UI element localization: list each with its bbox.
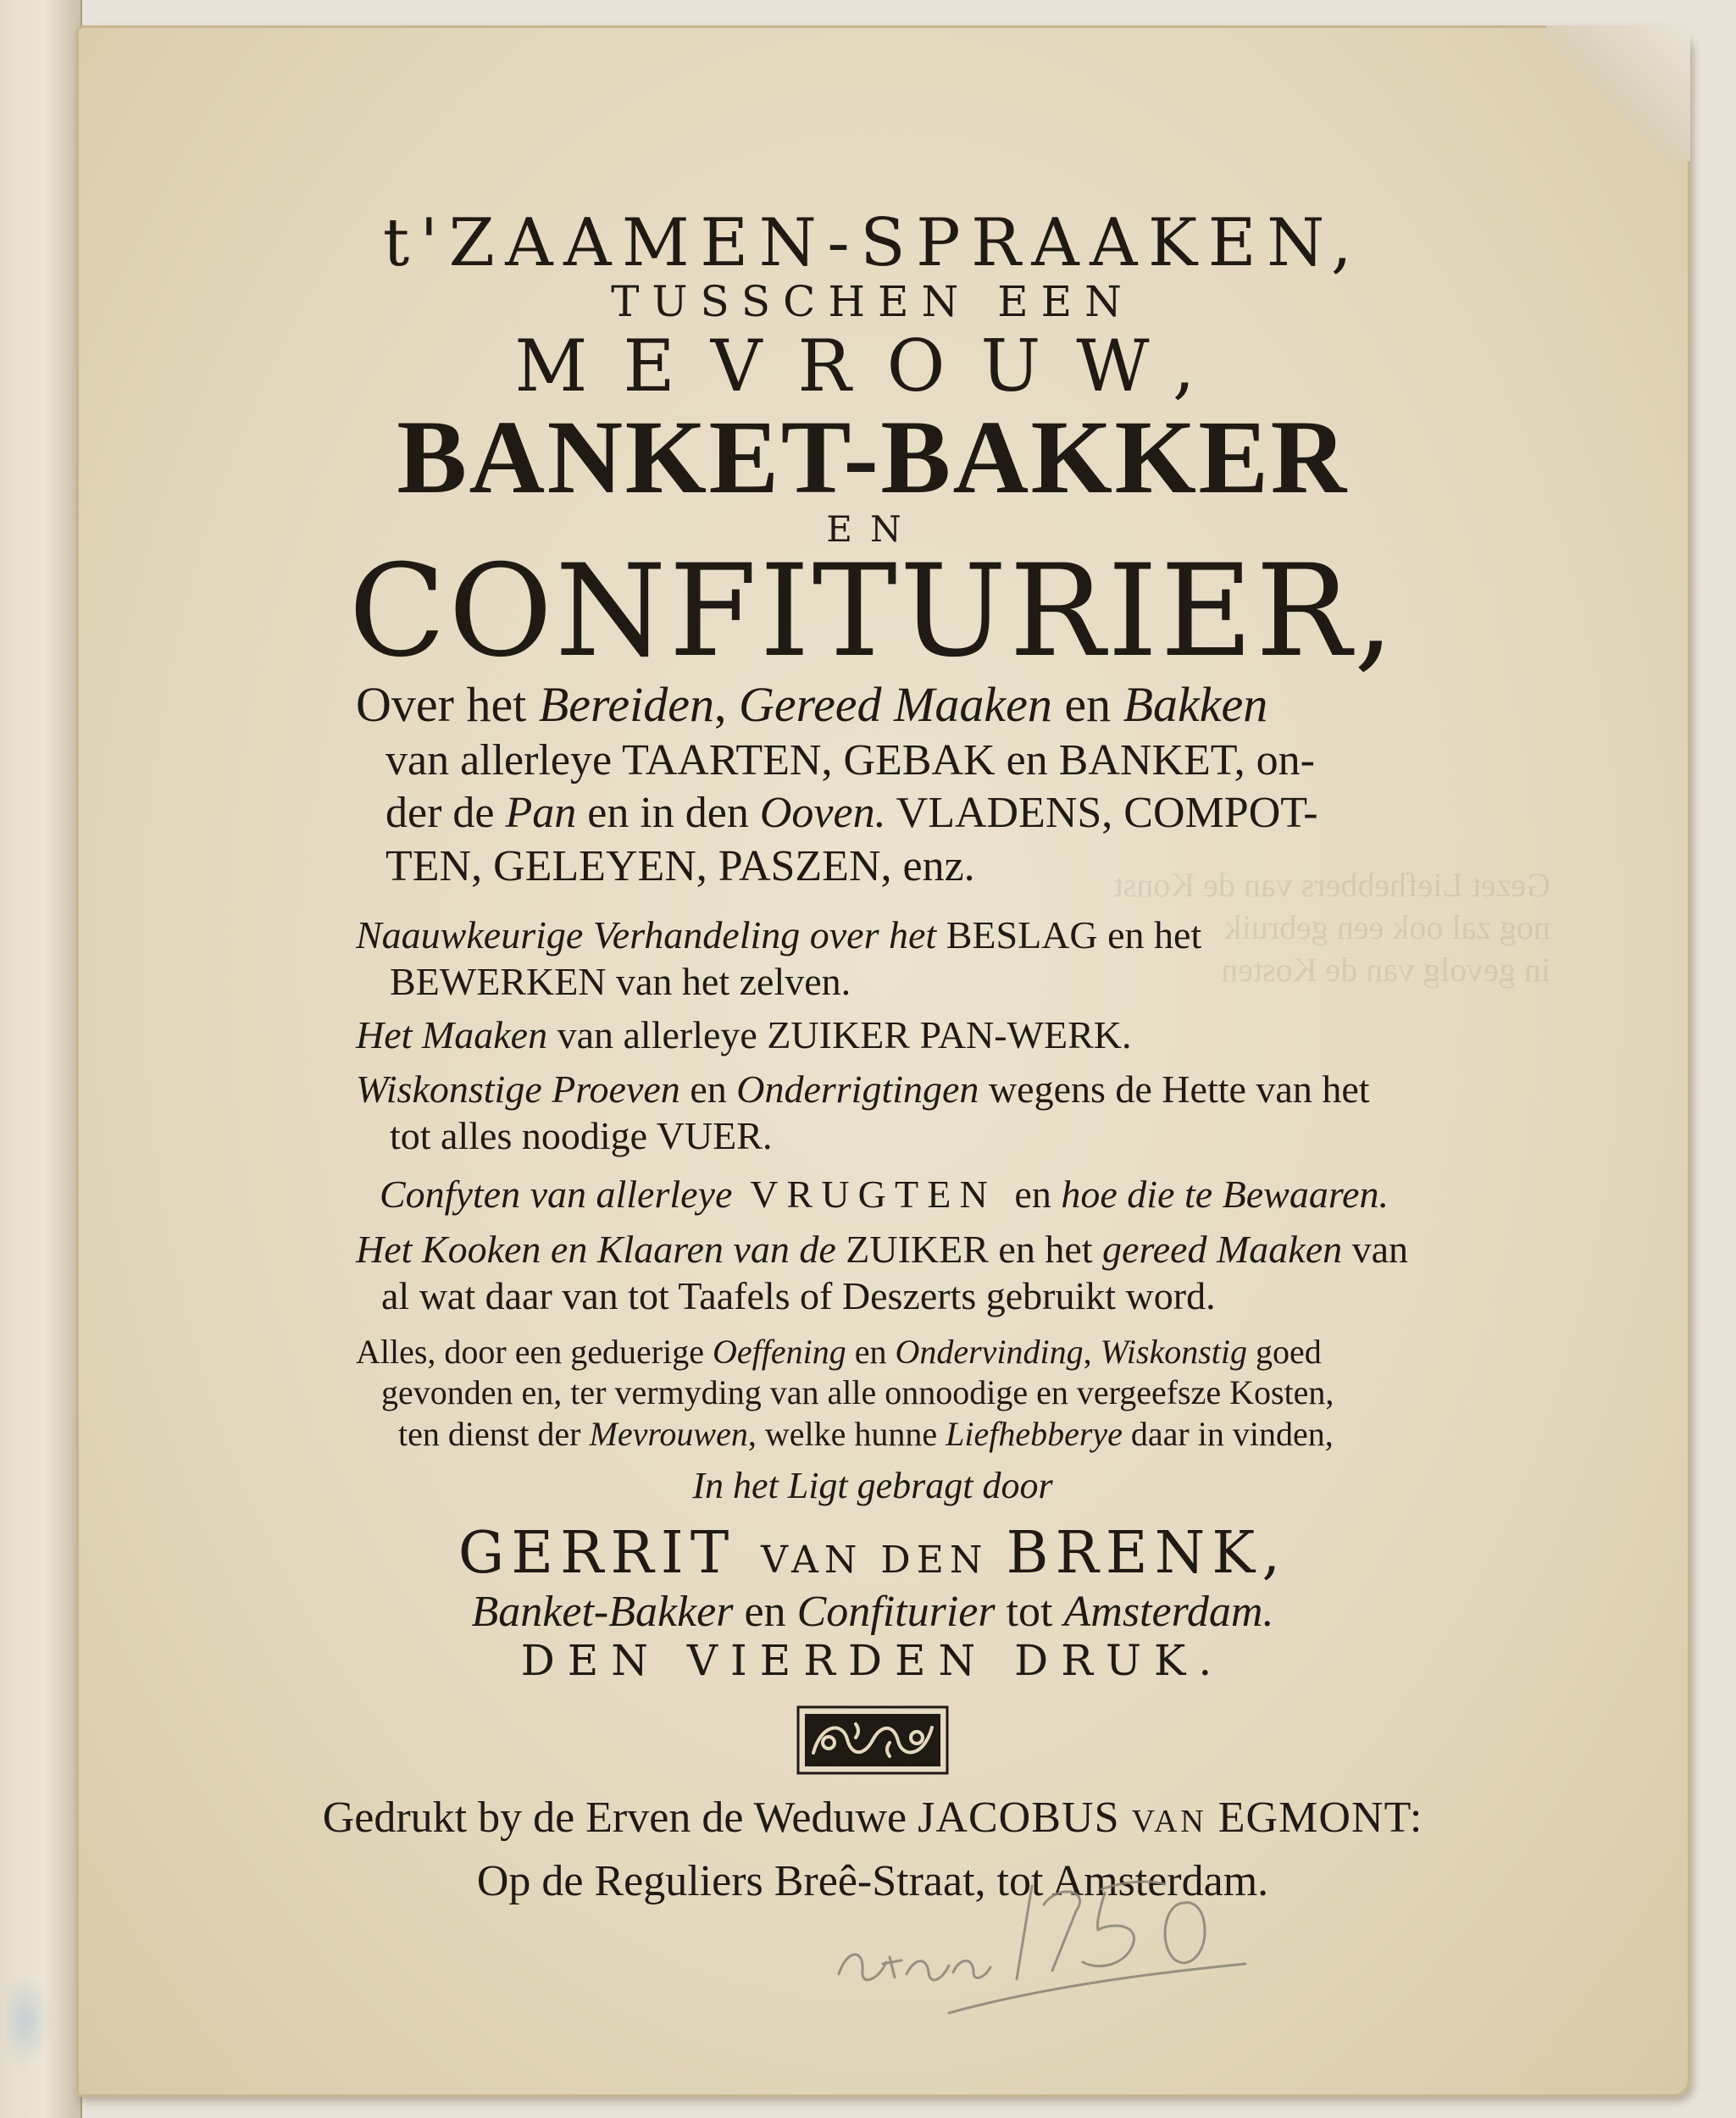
note-text: , welke hunne <box>747 1415 946 1454</box>
imprint-line-2: Op de Reguliers Breê-Straat, tot Amsterdam. <box>476 1857 1269 1906</box>
section-confyten <box>254 1171 1491 1217</box>
subtitle-text: Over het <box>356 677 539 733</box>
water-stain <box>7 1974 53 2067</box>
section-wiskonstige-line-2: tot alles noodige VUER. <box>390 1113 773 1157</box>
subtitle-line-3 <box>254 787 1491 840</box>
note-line-3 <box>254 1414 1491 1455</box>
section-zuiker-pan-werk <box>254 1012 1491 1058</box>
note-text: , <box>1083 1332 1101 1371</box>
title-line-mevrouw: MEVROUW, <box>514 324 1231 408</box>
subtitle-text: VLADENS, COMPOT- <box>885 789 1318 838</box>
role-italic: Confiturier <box>796 1587 996 1636</box>
section-italic: Naauwkeurige Verhandeling over het <box>356 913 937 957</box>
note-line-2: gevonden en, ter vermyding van alle onnoodige en vergeefsze Kosten, <box>381 1373 1334 1412</box>
author-name <box>254 1520 1491 1588</box>
section-text: van allerleye ZUIKER PAN-WERK. <box>547 1013 1132 1057</box>
author-last: BRENK, <box>1006 1520 1288 1588</box>
section-caps: VRUGTEN <box>732 1173 1015 1217</box>
section-italic: Confyten van allerleye <box>380 1173 733 1217</box>
subtitle-italic: Bereiden <box>538 677 715 733</box>
section-text: van <box>1342 1228 1409 1272</box>
section-text: en <box>1014 1173 1062 1217</box>
section-text: en het <box>998 1228 1103 1272</box>
section-kooken-line-2: al wat daar van tot Taafels of Deszerts gebruikt word. <box>381 1274 1216 1318</box>
section-beslag-line-1 <box>254 912 1491 958</box>
facing-page-edge <box>0 0 82 2118</box>
subtitle-text: en in den <box>576 789 760 838</box>
note-italic: Liefhebberye <box>946 1415 1123 1454</box>
note-text: goed <box>1247 1332 1322 1371</box>
author-particle: VAN DEN <box>761 1539 1007 1583</box>
imprint-small-caps: VAN <box>1131 1804 1218 1840</box>
section-italic: Onderrigtingen <box>736 1067 979 1111</box>
printers-ornament-icon <box>796 1705 949 1775</box>
note-italic: Oeffening <box>712 1332 846 1371</box>
folded-corner <box>1546 25 1690 161</box>
title-line-zaamenspraaken: t'ZAAMEN-SPRAAKEN, <box>382 205 1363 281</box>
subtitle-line-2: van allerleye TAARTEN, GEBAK en BANKET, on- <box>385 735 1315 785</box>
note-text: ten dienst der <box>398 1415 590 1454</box>
note-italic: Mevrouwen <box>589 1415 748 1454</box>
section-italic: Het Kooken en Klaaren van de <box>356 1228 836 1272</box>
imprint-caps: JACOBUS <box>918 1794 1132 1843</box>
edition-statement: DEN VIERDEN DRUK. <box>520 1636 1225 1686</box>
section-kooken-line-1 <box>254 1226 1491 1272</box>
title-block <box>254 205 1491 1909</box>
role-text: en <box>733 1587 797 1636</box>
section-italic: Het Maaken <box>356 1013 548 1057</box>
subtitle-italic: Bakken <box>1123 677 1268 733</box>
section-text: BESLAG en het <box>936 913 1202 957</box>
section-text: wegens de Hette van het <box>979 1067 1370 1111</box>
section-caps: ZUIKER <box>835 1228 999 1272</box>
note-text: daar in vinden, <box>1122 1415 1334 1454</box>
section-italic: hoe die te Bewaaren. <box>1061 1173 1389 1217</box>
show-through-text: Gezet Liefhebbers van de Konst nog zal ook een gebruik in gevolg van de Kosten <box>1113 866 1550 989</box>
subtitle-italic: Gereed Maaken <box>739 677 1052 733</box>
title-line-en: EN <box>826 507 919 550</box>
subtitle-text: , <box>714 677 740 733</box>
subtitle-italic: Pan <box>505 789 577 838</box>
subtitle-italic: Ooven. <box>759 789 886 838</box>
role-italic: Amsterdam. <box>1063 1587 1274 1636</box>
title-line-banket-bakker: BANKET-BAKKER <box>397 398 1349 515</box>
role-italic: Banket-Bakker <box>471 1587 734 1636</box>
imprint-text: Gedrukt by de Erven de Weduwe <box>322 1794 918 1843</box>
note-text: Alles, door een geduerige <box>356 1332 713 1371</box>
subtitle-text: der de <box>385 789 506 838</box>
note-line-1 <box>254 1332 1491 1373</box>
brought-to-light-by: In het Ligt gebragt door <box>692 1464 1053 1506</box>
title-line-tusschen-een: TUSSCHEN EEN <box>611 277 1134 327</box>
pencil-annotation-circa-1750 <box>822 1855 1262 2025</box>
author-first: GERRIT <box>458 1520 762 1588</box>
section-text: en <box>679 1067 737 1111</box>
section-wiskonstige-line-1 <box>254 1066 1491 1112</box>
note-italic: Ondervinding <box>895 1332 1084 1371</box>
imprint-line-1 <box>254 1790 1491 1845</box>
role-text: tot <box>995 1587 1064 1636</box>
note-italic: Wiskonstig <box>1100 1332 1247 1371</box>
section-beslag-line-2: BEWERKEN van het zelven. <box>390 960 851 1004</box>
title-line-confiturier: CONFITURIER, <box>348 538 1397 686</box>
subtitle-line-4: TEN, GELEYEN, PASZEN, enz. <box>385 841 975 890</box>
title-page <box>76 25 1690 2097</box>
subtitle-text: en <box>1051 677 1123 733</box>
note-text: en <box>846 1332 896 1371</box>
section-italic: gereed Maaken <box>1102 1228 1343 1272</box>
section-italic: Wiskonstige Proeven <box>356 1067 680 1111</box>
imprint-caps: EGMONT: <box>1217 1794 1423 1843</box>
author-role <box>254 1588 1491 1636</box>
